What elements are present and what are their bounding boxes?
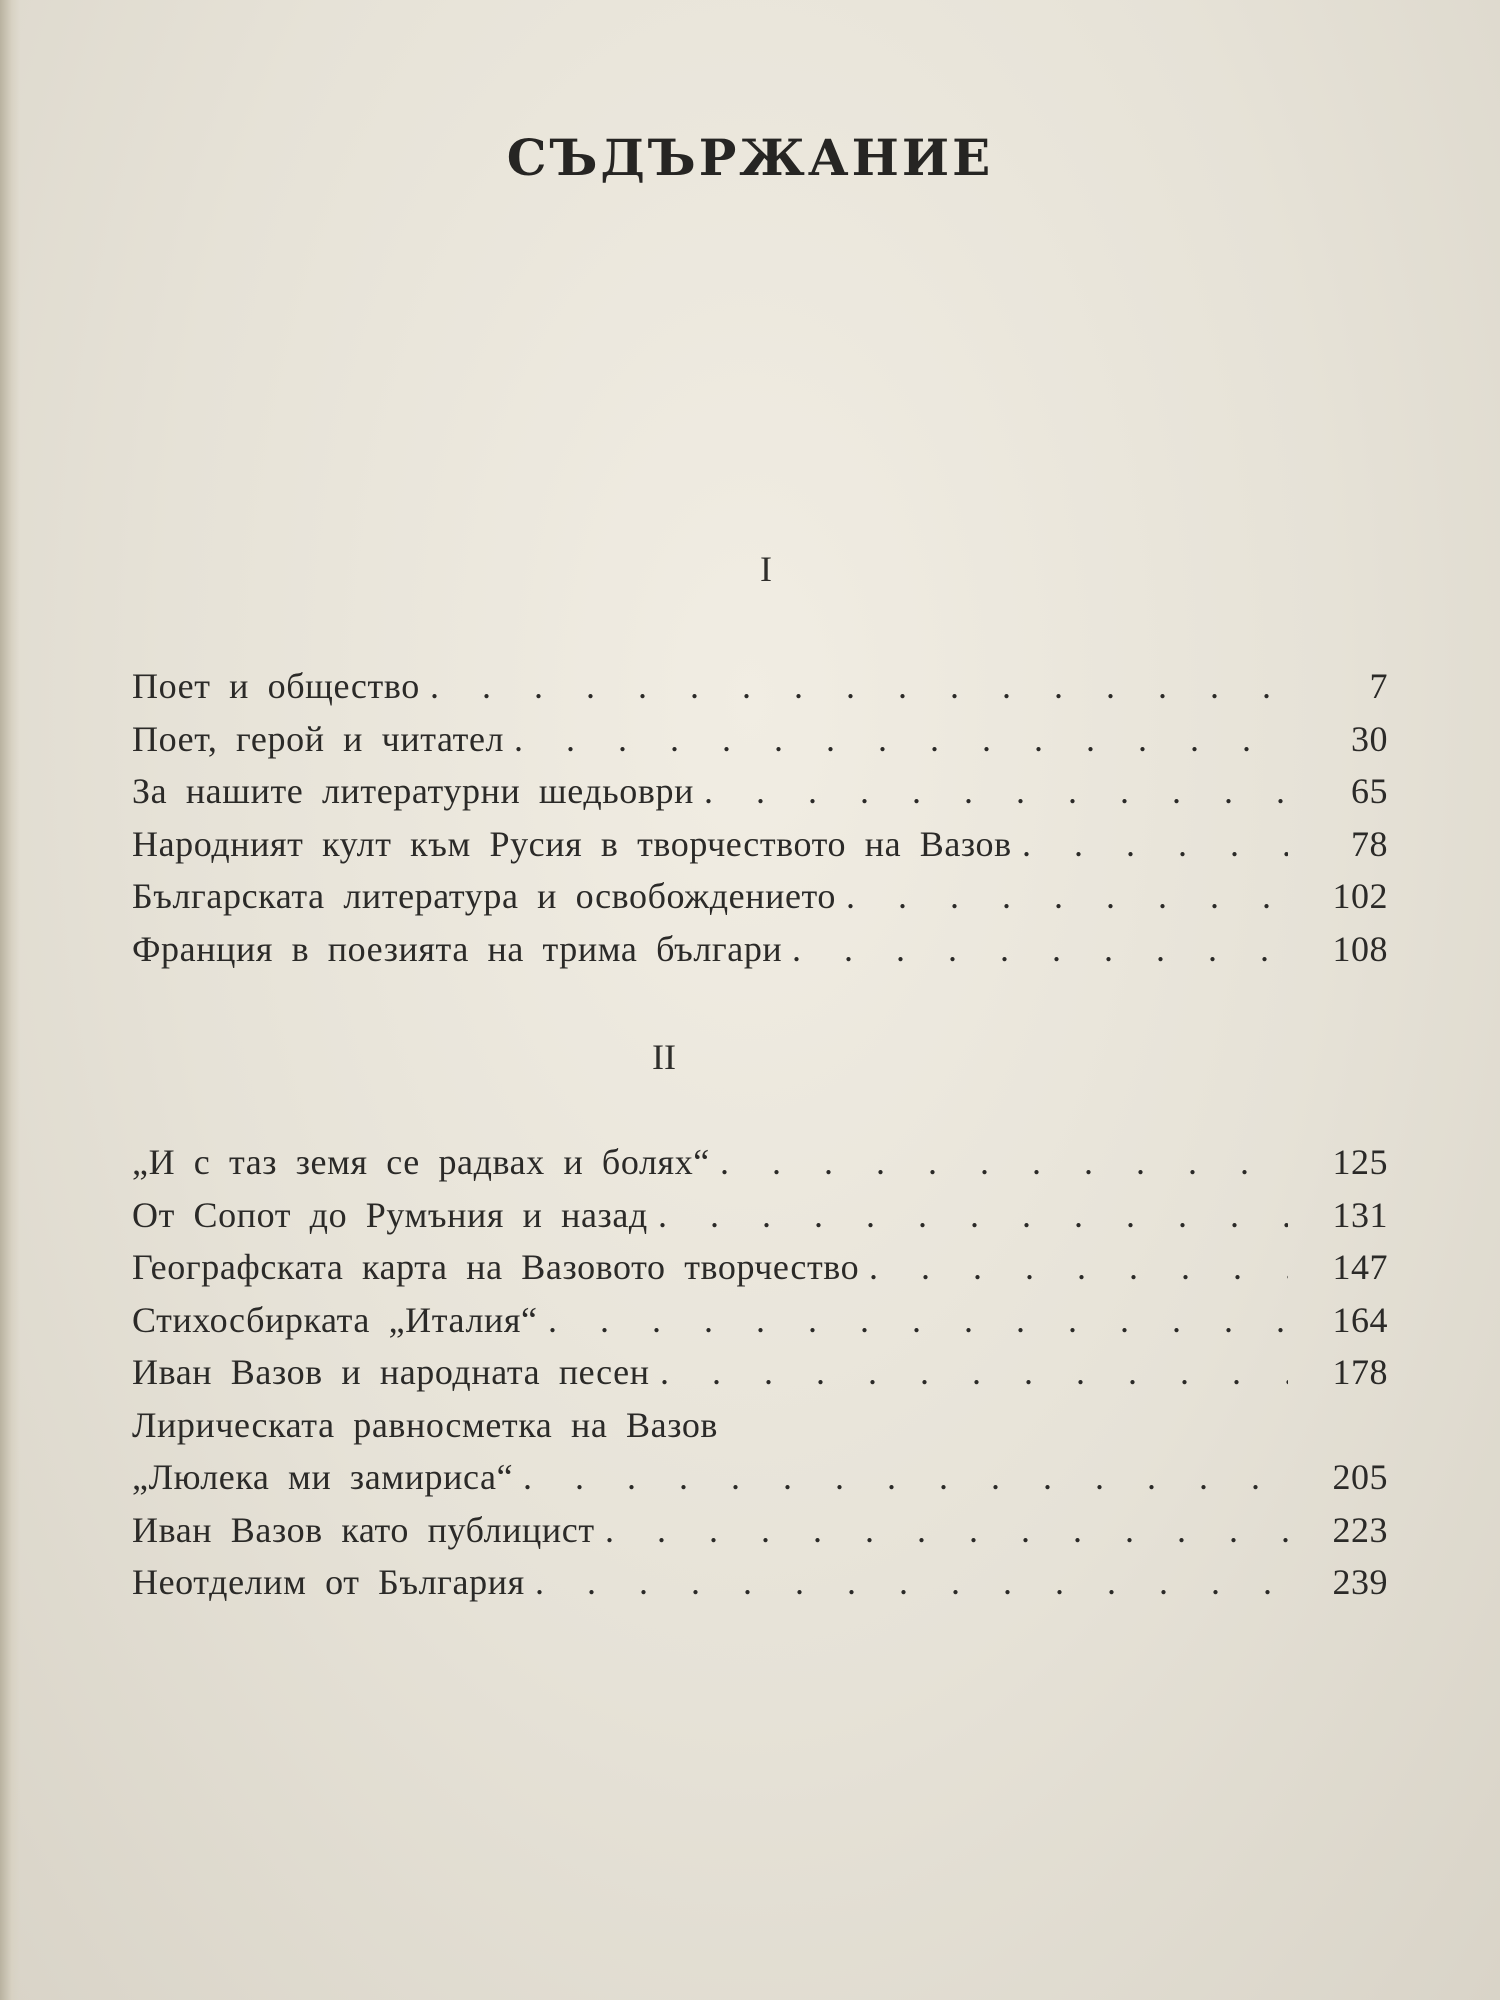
toc-entry <box>132 1504 1388 1557</box>
entry-page: 78 <box>1351 823 1388 864</box>
leader-dots <box>430 660 1288 713</box>
entry-title: Иван Вазов и народната песен <box>132 1352 650 1392</box>
leader-dots <box>514 713 1288 766</box>
entry-title: Франция в поезията на трима българи <box>132 928 783 969</box>
leader-dots <box>658 1189 1288 1242</box>
leader-dots <box>704 765 1288 818</box>
toc-entry <box>132 1556 1388 1609</box>
entry-page: 147 <box>1332 1247 1388 1287</box>
toc-section-1 <box>132 660 1388 975</box>
entry-page: 65 <box>1351 771 1388 811</box>
entry-title: Народният култ към Русия в творчеството на Вазов <box>132 823 1012 864</box>
entry-page: 102 <box>1332 876 1388 916</box>
entry-page: 178 <box>1332 1352 1388 1392</box>
leader-dots <box>523 1451 1288 1504</box>
section-label-1: I <box>760 549 772 589</box>
toc-entry <box>132 765 1388 818</box>
entry-title: Географската карта на Вазовото творчество <box>132 1247 860 1287</box>
entry-page: 30 <box>1351 718 1388 759</box>
entry-title: „Люлека ми замириса“ <box>132 1457 514 1497</box>
entry-title: Лирическата равносметка на Вазов <box>132 1404 719 1445</box>
entry-title: От Сопот до Румъния и назад <box>132 1194 648 1235</box>
leader-dots <box>1022 818 1288 871</box>
toc-entry <box>132 923 1388 976</box>
entry-page: 164 <box>1332 1299 1388 1340</box>
section-label-2: II <box>652 1037 676 1077</box>
toc-section-2 <box>132 1136 1388 1609</box>
entry-page: 239 <box>1332 1562 1388 1602</box>
entry-title: Стихосбирката „Италия“ <box>132 1299 538 1340</box>
toc-entry <box>132 1451 1388 1504</box>
entry-page: 131 <box>1332 1194 1388 1235</box>
leader-dots <box>535 1556 1288 1609</box>
entry-title: Неотделим от България <box>132 1562 525 1602</box>
entry-page: 125 <box>1332 1142 1388 1182</box>
entry-title: „И с таз земя се радвах и болях“ <box>132 1142 710 1182</box>
leader-dots <box>792 923 1288 976</box>
leader-dots <box>548 1294 1288 1347</box>
entry-title: Българската литература и освобождението <box>132 876 836 916</box>
entry-title: Поет, герой и читател <box>132 718 505 759</box>
entry-page: 205 <box>1332 1457 1388 1497</box>
toc-entry <box>132 713 1388 766</box>
entry-page: 108 <box>1332 928 1388 969</box>
toc-entry <box>132 1399 1388 1452</box>
entry-title: Поет и общество <box>132 666 420 706</box>
leader-dots <box>869 1241 1288 1294</box>
toc-entry <box>132 1346 1388 1399</box>
entry-page: 223 <box>1332 1509 1388 1550</box>
toc-entry <box>132 1294 1388 1347</box>
toc-entry <box>132 818 1388 871</box>
toc-entry <box>132 1189 1388 1242</box>
entry-title: За нашите литературни шедьоври <box>132 771 694 811</box>
entry-title: Иван Вазов като публицист <box>132 1509 595 1550</box>
toc-entry <box>132 1136 1388 1189</box>
leader-dots <box>605 1504 1288 1557</box>
leader-dots <box>720 1136 1288 1189</box>
entry-page: 7 <box>1369 666 1388 706</box>
leader-dots <box>660 1346 1288 1399</box>
page-title: СЪДЪРЖАНИЕ <box>506 128 994 187</box>
toc-entry <box>132 870 1388 923</box>
leader-dots <box>846 870 1288 923</box>
toc-entry <box>132 1241 1388 1294</box>
toc-entry <box>132 660 1388 713</box>
